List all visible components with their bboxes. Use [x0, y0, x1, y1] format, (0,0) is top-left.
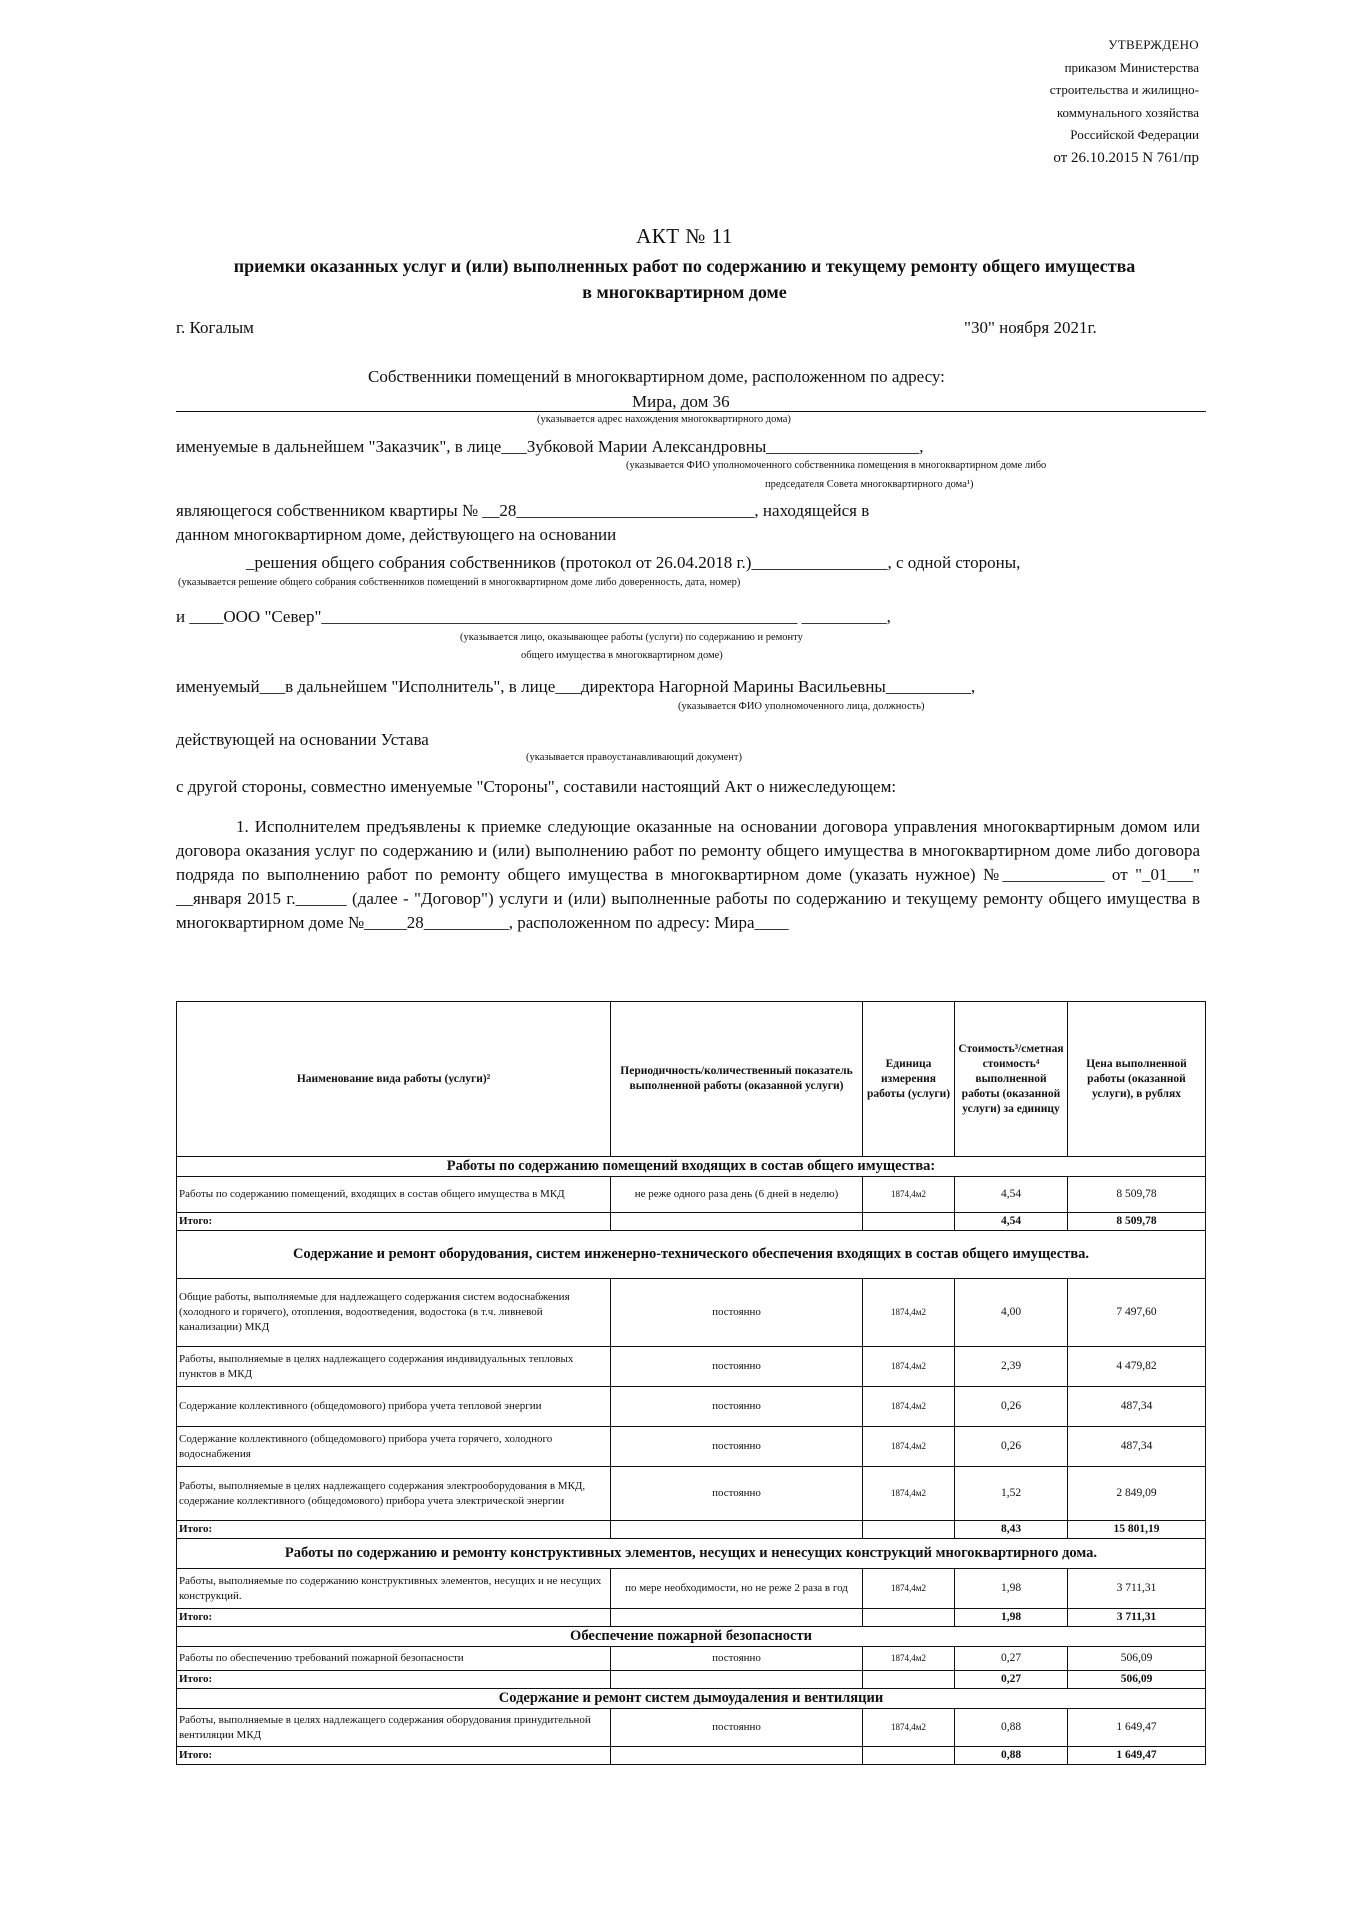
total-label-cell: Итого: [177, 1747, 611, 1765]
works-table-body [177, 1002, 1206, 1765]
table-row [177, 1427, 1206, 1467]
total-row [177, 1609, 1206, 1627]
price-cell: 487,34 [1068, 1387, 1206, 1427]
total-price-cell: 15 801,19 [1068, 1521, 1206, 1539]
contractor-hint-1: (указывается лицо, оказывающее работы (услуги) по содержанию и ремонту [460, 632, 803, 643]
house-address: Мира, дом 36 [632, 392, 730, 411]
unit-cell: 1874,4м2 [863, 1347, 955, 1387]
periodicity-cell: не реже одного раза день (6 дней в неделю) [611, 1177, 863, 1213]
cost-cell: 4,00 [955, 1279, 1068, 1347]
approval-line: Российской Федерации [1070, 127, 1199, 142]
customer-suffix: , [919, 437, 924, 456]
total-price-cell: 1 649,47 [1068, 1747, 1206, 1765]
unit-cell: 1874,4м2 [863, 1427, 955, 1467]
total-price-cell: 506,09 [1068, 1671, 1206, 1689]
total-cost-cell: 0,88 [955, 1747, 1068, 1765]
contractor-name: ООО "Север" [223, 607, 322, 626]
header-periodicity: Периодичность/количественный показатель выполненной работы (оказанной услуги) [611, 1002, 863, 1157]
cost-cell: 0,26 [955, 1427, 1068, 1467]
total-price-cell: 8 509,78 [1068, 1213, 1206, 1231]
contractor-fill: ________________________________________________________ __________ [321, 607, 887, 626]
header-unit: Единица измерения работы (услуги) [863, 1002, 955, 1157]
executor-fill: __________ [885, 677, 971, 696]
apartment-fill: ____________________________ [516, 501, 755, 520]
total-label-cell: Итого: [177, 1671, 611, 1689]
total-row [177, 1521, 1206, 1539]
decision-text: _решения общего собрания собственников (протокол от 26.04.2018 г.) [246, 553, 752, 572]
approval-head: УТВЕРЖДЕНО [1108, 37, 1199, 52]
cost-cell: 4,54 [955, 1177, 1068, 1213]
act-date: "30" ноября 2021г. [964, 318, 1097, 337]
approval-line: строительства и жилищно- [1049, 82, 1199, 97]
table-row [177, 1467, 1206, 1521]
parties-line: с другой стороны, совместно именуемые "Стороны", составили настоящий Акт о нижеследующем: [176, 777, 897, 796]
total-empty-cell [611, 1213, 863, 1231]
decision-line [246, 553, 1020, 573]
owner-basis-line: данном многоквартирном доме, действующего на основании [176, 525, 617, 544]
act-title: АКТ № 11 [636, 224, 733, 248]
periodicity-cell: по мере необходимости, но не реже 2 раза в год [611, 1569, 863, 1609]
total-cost-cell: 1,98 [955, 1609, 1068, 1627]
work-name-cell: Содержание коллективного (общедомового) прибора учета тепловой энергии [177, 1387, 611, 1427]
total-row [177, 1213, 1206, 1231]
customer-line [176, 437, 924, 457]
total-empty-cell [611, 1747, 863, 1765]
customer-name: Зубковой Марии Александровны [526, 437, 767, 456]
cost-cell: 2,39 [955, 1347, 1068, 1387]
approval-block [1050, 34, 1199, 169]
section-title: Работы по содержанию помещений входящих в состав общего имущества: [177, 1157, 1206, 1177]
total-label-cell: Итого: [177, 1609, 611, 1627]
price-cell: 3 711,31 [1068, 1569, 1206, 1609]
work-name-cell: Работы, выполняемые по содержанию конструктивных элементов, несущих и не несущих конструкций. [177, 1569, 611, 1609]
total-label-cell: Итого: [177, 1213, 611, 1231]
section-row [177, 1689, 1206, 1709]
work-name-cell: Работы, выполняемые в целях надлежащего содержания оборудования принудительной вентиляции МКД [177, 1709, 611, 1747]
periodicity-cell: постоянно [611, 1387, 863, 1427]
total-empty-cell [863, 1609, 955, 1627]
section-title: Содержание и ремонт оборудования, систем инженерно-технического обеспечения входящих в состав общего имущества. [177, 1231, 1206, 1279]
price-cell: 7 497,60 [1068, 1279, 1206, 1347]
table-header-row [177, 1002, 1206, 1157]
work-name-cell: Работы по содержанию помещений, входящих в состав общего имущества в МКД [177, 1177, 611, 1213]
work-name-cell: Работы, выполняемые в целях надлежащего содержания электрооборудования в МКД, содержание коллективного (общедомового) прибора учета электрической энергии [177, 1467, 611, 1521]
price-cell: 487,34 [1068, 1427, 1206, 1467]
total-empty-cell [863, 1671, 955, 1689]
price-cell: 2 849,09 [1068, 1467, 1206, 1521]
cost-cell: 1,98 [955, 1569, 1068, 1609]
acting-basis: действующей на основании Устава [176, 730, 429, 749]
table-row [177, 1569, 1206, 1609]
unit-cell: 1874,4м2 [863, 1467, 955, 1521]
city: г. Когалым [176, 318, 254, 337]
executor-prefix: именуемый___в дальнейшем "Исполнитель", в лице___ [176, 677, 581, 696]
cost-cell: 0,26 [955, 1387, 1068, 1427]
act-subtitle-line-2: в многоквартирном доме [582, 282, 787, 302]
price-cell: 506,09 [1068, 1647, 1206, 1671]
section-title: Обеспечение пожарной безопасности [177, 1627, 1206, 1647]
header-cost: Стоимость³/сметная стоимость⁴ выполненной работы (оказанной услуги) за единицу [955, 1002, 1068, 1157]
section-row [177, 1539, 1206, 1569]
work-name-cell: Содержание коллективного (общедомового) прибора учета горячего, холодного водоснабжения [177, 1427, 611, 1467]
header-name: Наименование вида работы (услуги)² [177, 1002, 611, 1157]
contractor-hint-2: общего имущества в многоквартирном доме) [521, 650, 723, 661]
approval-line: от 26.10.2015 N 761/пр [1053, 149, 1199, 166]
cost-cell: 1,52 [955, 1467, 1068, 1521]
unit-cell: 1874,4м2 [863, 1709, 955, 1747]
customer-hint-2: председателя Совета многоквартирного дома¹) [765, 479, 974, 490]
periodicity-cell: постоянно [611, 1467, 863, 1521]
cost-cell: 0,27 [955, 1647, 1068, 1671]
total-price-cell: 3 711,31 [1068, 1609, 1206, 1627]
section-row [177, 1231, 1206, 1279]
decision-suffix: , с одной стороны, [887, 553, 1021, 572]
total-cost-cell: 0,27 [955, 1671, 1068, 1689]
table-row [177, 1709, 1206, 1747]
periodicity-cell: постоянно [611, 1647, 863, 1671]
periodicity-cell: постоянно [611, 1427, 863, 1467]
price-cell: 4 479,82 [1068, 1347, 1206, 1387]
contractor-line [176, 607, 891, 627]
unit-cell: 1874,4м2 [863, 1647, 955, 1671]
total-empty-cell [863, 1213, 955, 1231]
section-row [177, 1627, 1206, 1647]
executor-name: директора Нагорной Марины Васильевны [580, 677, 886, 696]
decision-hint: (указывается решение общего собрания собственников помещений в многоквартирном доме либо доверенность, дата, номер) [178, 577, 741, 588]
executor-suffix: , [970, 677, 976, 696]
unit-cell: 1874,4м2 [863, 1569, 955, 1609]
address-underline [176, 411, 1206, 412]
clause-1: 1. Исполнителем предъявлены к приемке следующие оказанные на основании договора управления многоквартирным домом или договора оказания услуг по содержанию и (или) выполнению работ по ремонту общего имущества в многоквартирном доме либо договора подряда по выполнению работ по ремонту общего имущества в многоквартирном доме (указать нужное) №____________ от "_01___" __января 2015 г.______ (далее - "Договор") услуги и (или) выполненные работы по содержанию и текущему ремонту общего имущества в многоквартирном доме №_____28__________, расположенном по адресу: Мира____ [176, 817, 1200, 932]
work-name-cell: Работы по обеспечению требований пожарной безопасности [177, 1647, 611, 1671]
total-cost-cell: 8,43 [955, 1521, 1068, 1539]
acting-hint: (указывается правоустанавливающий документ) [526, 752, 742, 763]
total-row [177, 1671, 1206, 1689]
total-cost-cell: 4,54 [955, 1213, 1068, 1231]
price-cell: 1 649,47 [1068, 1709, 1206, 1747]
executor-hint: (указывается ФИО уполномоченного лица, должность) [678, 701, 925, 712]
table-row [177, 1347, 1206, 1387]
table-row [177, 1279, 1206, 1347]
apartment-number: 28 [499, 501, 517, 520]
table-row [177, 1647, 1206, 1671]
cost-cell: 0,88 [955, 1709, 1068, 1747]
total-row [177, 1747, 1206, 1765]
section-title: Содержание и ремонт систем дымоудаления и вентиляции [177, 1689, 1206, 1709]
total-empty-cell [863, 1747, 955, 1765]
periodicity-cell: постоянно [611, 1279, 863, 1347]
works-table [176, 1001, 1206, 1765]
work-name-cell: Общие работы, выполняемые для надлежащего содержания систем водоснабжения (холодного и горячего), отопления, водоотведения, водостока (в т.ч. ливневой канализации) МКД [177, 1279, 611, 1347]
total-empty-cell [611, 1671, 863, 1689]
section-title: Работы по содержанию и ремонту конструктивных элементов, несущих и ненесущих конструкций многоквартирного дома. [177, 1539, 1206, 1569]
owner-apartment-line [176, 501, 869, 521]
approval-line: приказом Министерства [1064, 59, 1199, 75]
decision-fill: ________________ [751, 553, 888, 572]
periodicity-cell: постоянно [611, 1709, 863, 1747]
act-subtitle-line-1: приемки оказанных услуг и (или) выполненных работ по содержанию и текущему ремонту общего имущества [233, 256, 1136, 276]
address-hint: (указывается адрес нахождения многоквартирного дома) [537, 414, 791, 425]
act-subtitle [150, 253, 1219, 305]
total-label-cell: Итого: [177, 1521, 611, 1539]
total-empty-cell [611, 1609, 863, 1627]
periodicity-cell: постоянно [611, 1347, 863, 1387]
owner-apartment-prefix: являющегося собственником квартиры № __ [176, 501, 500, 520]
contractor-suffix: , [886, 607, 891, 626]
owner-apartment-suffix: , находящейся в [754, 501, 870, 520]
owners-line: Собственники помещений в многоквартирном доме, расположенном по адресу: [368, 367, 945, 386]
total-empty-cell [611, 1521, 863, 1539]
customer-fill: __________________ [766, 437, 920, 456]
customer-prefix: именуемые в дальнейшем "Заказчик", в лице___ [176, 437, 527, 456]
table-row [177, 1387, 1206, 1427]
executor-line [176, 677, 975, 697]
customer-hint-1: (указывается ФИО уполномоченного собственника помещения в многоквартирном доме либо [626, 460, 1047, 471]
unit-cell: 1874,4м2 [863, 1387, 955, 1427]
table-row [177, 1177, 1206, 1213]
approval-line: коммунального хозяйства [1056, 104, 1199, 120]
section-row [177, 1157, 1206, 1177]
total-empty-cell [863, 1521, 955, 1539]
work-name-cell: Работы, выполняемые в целях надлежащего содержания индивидуальных тепловых пунктов в МКД [177, 1347, 611, 1387]
unit-cell: 1874,4м2 [863, 1177, 955, 1213]
price-cell: 8 509,78 [1068, 1177, 1206, 1213]
header-price: Цена выполненной работы (оказанной услуги), в рублях [1068, 1002, 1206, 1157]
contractor-prefix: и ____ [176, 607, 224, 626]
unit-cell: 1874,4м2 [863, 1279, 955, 1347]
